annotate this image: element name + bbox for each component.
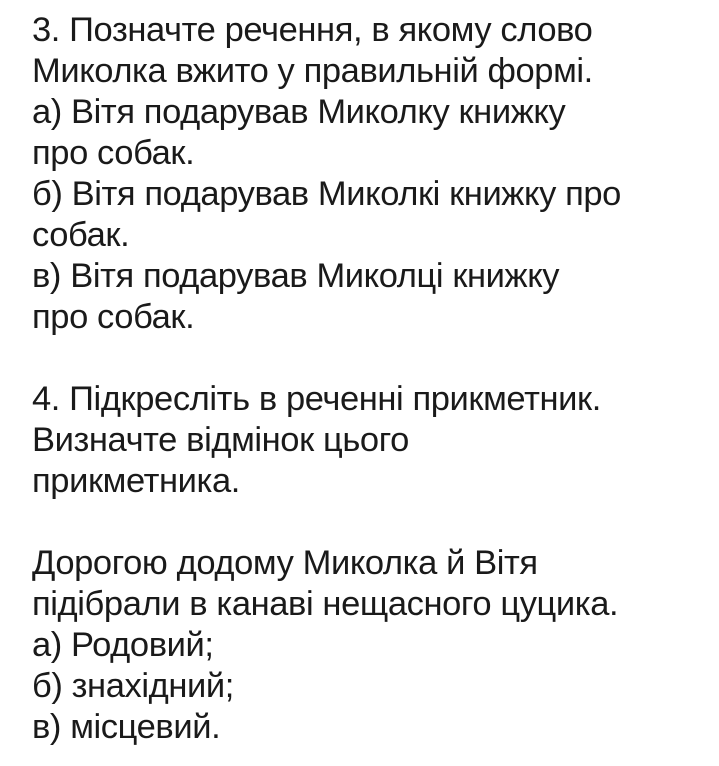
question-4-option-a: а) Родовий; [32,626,214,664]
sentence-line: підібрали в канаві нещасного цуцика. [32,585,619,623]
question-4-prompt [32,379,712,502]
question-4-sentence [32,543,712,625]
question-3-option-c [32,256,712,338]
question-3-option-a [32,92,712,174]
document-body [32,10,712,748]
question-4-prompt-line: 4. Підкресліть в реченні прикметник. [32,380,601,418]
sentence-line: Дорогою додому Миколка й Вітя [32,544,538,582]
option-line: про собак. [32,134,195,172]
question-3-prompt-line: Миколка вжито у правильній формі. [32,52,593,90]
option-line: б) Вітя подарував Миколкі книжку про [32,175,621,213]
question-4-prompt-line: Визначте відмінок цього [32,421,409,459]
option-line: собак. [32,216,130,254]
option-line: про собак. [32,298,195,336]
question-3-prompt-line: 3. Позначте речення, в якому слово [32,11,593,49]
option-line: а) Вітя подарував Миколку книжку [32,93,566,131]
question-4-option-c: в) місцевий. [32,708,221,746]
question-4-prompt-line: прикметника. [32,462,240,500]
option-line: в) Вітя подарував Миколці книжку [32,257,560,295]
question-4 [32,379,712,748]
question-3 [32,10,712,338]
question-3-option-b [32,174,712,256]
question-4-option-b: б) знахідний; [32,667,234,705]
question-3-prompt [32,10,712,92]
paragraph-spacer [32,502,712,543]
paragraph-spacer [32,338,712,379]
question-4-options [32,625,712,748]
